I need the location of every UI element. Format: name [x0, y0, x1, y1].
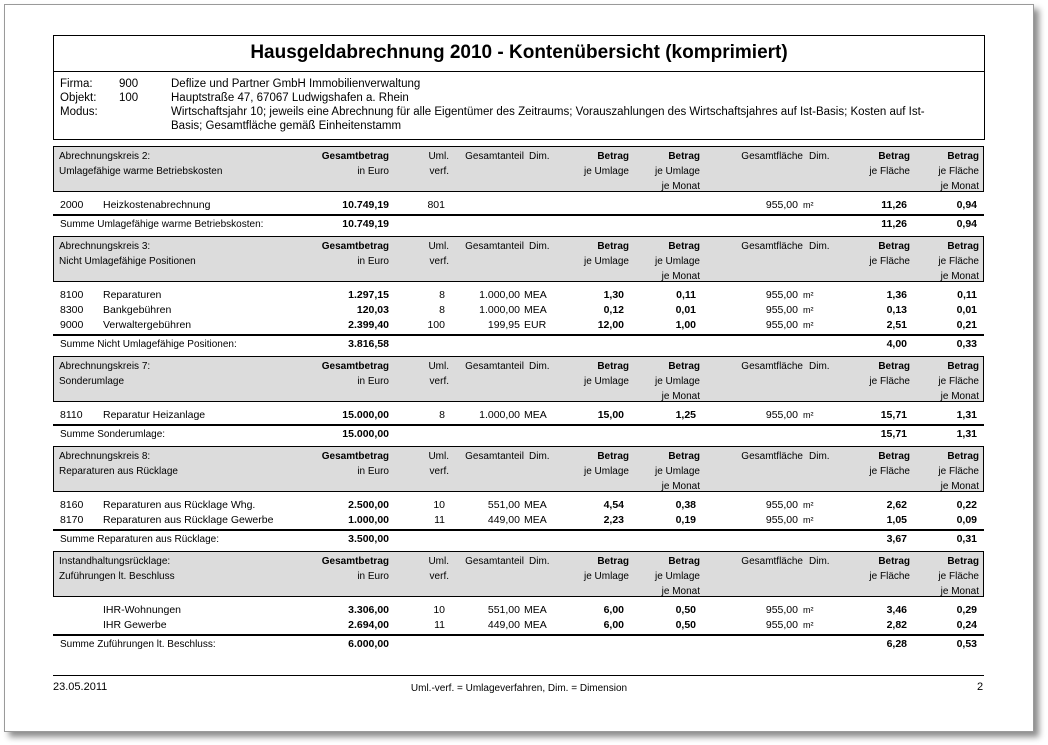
- col-gesamtbetrag: Gesamtbetrag: [321, 451, 389, 462]
- row-flaeche-dim: m²: [803, 320, 814, 330]
- footer-date: 23.05.2011: [53, 681, 108, 693]
- row-gesamtanteil: 1.000,00: [479, 304, 520, 316]
- col-betrag-umlage-monat: Betrag: [668, 151, 700, 162]
- col-gesamtanteil: Gesamtanteil: [465, 556, 524, 567]
- account-name: IHR Gewerbe: [103, 619, 167, 631]
- col-verf: verf.: [429, 256, 449, 267]
- col-flaeche-dim: Dim.: [809, 241, 830, 252]
- col-betrag-umlage: Betrag: [597, 361, 629, 372]
- col-flaeche-dim: Dim.: [809, 556, 830, 567]
- objekt-nr: 100: [119, 92, 139, 104]
- row-je-flaeche-monat: 0,29: [956, 604, 977, 616]
- row-je-umlage-monat: 0,01: [675, 304, 696, 316]
- col-gesamtanteil: Gesamtanteil: [465, 151, 524, 162]
- row-gesamtbetrag: 3.306,00: [348, 604, 389, 616]
- col-gesamtflaeche: Gesamtfläche: [741, 556, 803, 567]
- col-betrag-umlage: Betrag: [597, 556, 629, 567]
- row-je-flaeche: 0,13: [886, 304, 907, 316]
- row-uml-verf: 8: [439, 409, 445, 421]
- col-je-flaeche: je Fläche: [869, 466, 910, 477]
- col-verf: verf.: [429, 376, 449, 387]
- row-je-umlage-monat: 1,25: [675, 409, 696, 421]
- sum-je-flaeche-monat: 1,31: [956, 428, 977, 440]
- row-je-flaeche: 1,05: [886, 514, 907, 526]
- sum-label: Summe Nicht Umlagefähige Positionen:: [60, 339, 237, 350]
- row-flaeche-dim: m²: [803, 500, 814, 510]
- modus-label: Modus:: [60, 106, 98, 118]
- row-gesamtflaeche: 955,00: [765, 304, 798, 316]
- objekt-address: Hauptstraße 47, 67067 Ludwigshafen a. Rhein: [171, 92, 409, 104]
- col-je-flaeche-2: je Fläche: [938, 466, 979, 477]
- title-box: [53, 35, 985, 72]
- row-flaeche-dim: m²: [803, 620, 814, 630]
- account-name: Reparaturen: [103, 289, 162, 301]
- account-name: IHR-Wohnungen: [103, 604, 182, 616]
- col-je-flaeche: je Fläche: [869, 166, 910, 177]
- row-flaeche-dim: m²: [803, 410, 814, 420]
- col-betrag-umlage-monat: Betrag: [668, 361, 700, 372]
- account-number: 8300: [60, 304, 84, 316]
- col-uml: Uml.: [428, 451, 449, 462]
- sum-gesamtbetrag: 15.000,00: [342, 428, 389, 440]
- col-gesamtbetrag: Gesamtbetrag: [321, 556, 389, 567]
- col-je-umlage-2: je Umlage: [654, 376, 700, 387]
- objekt-label: Objekt:: [60, 92, 97, 104]
- row-je-umlage-monat: 1,00: [675, 319, 696, 331]
- row-je-flaeche: 2,62: [886, 499, 907, 511]
- row-je-umlage: 15,00: [597, 409, 624, 421]
- col-betrag-umlage-monat: Betrag: [668, 241, 700, 252]
- row-flaeche-dim: m²: [803, 605, 814, 615]
- col-je-monat-2: je Monat: [940, 181, 979, 192]
- row-dim: MEA: [524, 289, 547, 301]
- firma-name: Deflize und Partner GmbH Immobilienverwaltung: [171, 78, 421, 90]
- col-je-flaeche-2: je Fläche: [938, 256, 979, 267]
- row-je-flaeche-monat: 1,31: [956, 409, 977, 421]
- col-je-flaeche: je Fläche: [869, 256, 910, 267]
- row-gesamtbetrag: 10.749,19: [342, 199, 389, 211]
- row-gesamtflaeche: 955,00: [765, 619, 798, 631]
- col-verf: verf.: [429, 166, 449, 177]
- row-dim: MEA: [524, 604, 547, 616]
- section-title: Instandhaltungsrücklage:: [59, 556, 171, 567]
- row-je-umlage-monat: 0,19: [675, 514, 696, 526]
- col-in-euro: in Euro: [357, 466, 389, 477]
- col-betrag-flaeche-monat: Betrag: [947, 451, 979, 462]
- col-betrag-umlage-monat: Betrag: [668, 451, 700, 462]
- sum-gesamtbetrag: 6.000,00: [348, 638, 389, 650]
- row-je-umlage: 6,00: [603, 604, 624, 616]
- report-page: [4, 4, 1034, 732]
- col-betrag-flaeche-monat: Betrag: [947, 556, 979, 567]
- row-je-umlage: 0,12: [603, 304, 624, 316]
- row-gesamtflaeche: 955,00: [765, 199, 798, 211]
- col-je-flaeche-2: je Fläche: [938, 571, 979, 582]
- col-betrag-umlage: Betrag: [597, 151, 629, 162]
- section-title: Abrechnungskreis 2:: [59, 151, 151, 162]
- col-je-flaeche: je Fläche: [869, 376, 910, 387]
- row-je-flaeche: 15,71: [880, 409, 907, 421]
- col-je-monat-2: je Monat: [940, 586, 979, 597]
- sum-gesamtbetrag: 3.816,58: [348, 338, 389, 350]
- row-gesamtflaeche: 955,00: [765, 319, 798, 331]
- row-flaeche-dim: m²: [803, 305, 814, 315]
- col-je-monat: je Monat: [661, 391, 700, 402]
- col-gesamtbetrag: Gesamtbetrag: [321, 361, 389, 372]
- row-gesamtflaeche: 955,00: [765, 604, 798, 616]
- row-gesamtanteil: 449,00: [487, 619, 520, 631]
- row-je-umlage: 4,54: [603, 499, 624, 511]
- col-je-umlage: je Umlage: [583, 256, 629, 267]
- row-gesamtanteil: 1.000,00: [479, 289, 520, 301]
- account-name: Reparaturen aus Rücklage Whg.: [103, 499, 256, 511]
- col-flaeche-dim: Dim.: [809, 451, 830, 462]
- col-je-umlage: je Umlage: [583, 376, 629, 387]
- row-flaeche-dim: m²: [803, 200, 814, 210]
- section-header: [53, 551, 984, 597]
- col-je-monat: je Monat: [661, 481, 700, 492]
- row-je-flaeche: 1,36: [886, 289, 907, 301]
- firma-label: Firma:: [60, 78, 93, 90]
- col-betrag-flaeche: Betrag: [878, 451, 910, 462]
- col-je-monat: je Monat: [661, 181, 700, 192]
- col-uml: Uml.: [428, 361, 449, 372]
- col-je-flaeche-2: je Fläche: [938, 376, 979, 387]
- section-header: [53, 446, 984, 492]
- section-header: [53, 146, 984, 192]
- account-name: Bankgebühren: [103, 304, 172, 316]
- col-je-flaeche: je Fläche: [869, 571, 910, 582]
- col-betrag-umlage-monat: Betrag: [668, 556, 700, 567]
- sum-je-flaeche-monat: 0,33: [956, 338, 977, 350]
- col-je-monat: je Monat: [661, 586, 700, 597]
- col-je-monat-2: je Monat: [940, 481, 979, 492]
- section-title: Abrechnungskreis 8:: [59, 451, 151, 462]
- row-dim: MEA: [524, 619, 547, 631]
- col-gesamtflaeche: Gesamtfläche: [741, 361, 803, 372]
- section-subtitle: Zuführungen lt. Beschluss: [59, 571, 175, 582]
- sum-je-flaeche: 4,00: [886, 338, 907, 350]
- row-gesamtanteil: 199,95: [487, 319, 520, 331]
- section-subtitle: Umlagefähige warme Betriebskosten: [59, 166, 223, 177]
- account-name: Reparaturen aus Rücklage Gewerbe: [103, 514, 274, 526]
- row-je-flaeche-monat: 0,24: [956, 619, 977, 631]
- col-je-monat-2: je Monat: [940, 391, 979, 402]
- account-number: 9000: [60, 319, 84, 331]
- col-in-euro: in Euro: [357, 376, 389, 387]
- section-rule: [53, 334, 984, 336]
- section-rule: [53, 529, 984, 531]
- row-je-umlage: 12,00: [597, 319, 624, 331]
- col-verf: verf.: [429, 571, 449, 582]
- section-subtitle: Reparaturen aus Rücklage: [59, 466, 178, 477]
- section-rule: [53, 424, 984, 426]
- footer-rule: [53, 675, 984, 676]
- col-in-euro: in Euro: [357, 256, 389, 267]
- row-gesamtanteil: 449,00: [487, 514, 520, 526]
- col-je-monat: je Monat: [661, 271, 700, 282]
- col-gesamtflaeche: Gesamtfläche: [741, 451, 803, 462]
- row-je-flaeche-monat: 0,01: [956, 304, 977, 316]
- info-box: [53, 71, 985, 140]
- col-flaeche-dim: Dim.: [809, 151, 830, 162]
- account-number: 8100: [60, 289, 84, 301]
- row-gesamtanteil: 1.000,00: [479, 409, 520, 421]
- col-je-monat-2: je Monat: [940, 271, 979, 282]
- row-gesamtbetrag: 15.000,00: [342, 409, 389, 421]
- col-gesamtflaeche: Gesamtfläche: [741, 241, 803, 252]
- col-uml: Uml.: [428, 556, 449, 567]
- col-je-umlage: je Umlage: [583, 466, 629, 477]
- col-gesamtbetrag: Gesamtbetrag: [321, 241, 389, 252]
- col-je-flaeche-2: je Fläche: [938, 166, 979, 177]
- row-je-umlage: 6,00: [603, 619, 624, 631]
- row-uml-verf: 11: [434, 514, 445, 526]
- row-gesamtflaeche: 955,00: [765, 409, 798, 421]
- col-je-umlage: je Umlage: [583, 166, 629, 177]
- row-je-umlage-monat: 0,38: [675, 499, 696, 511]
- row-gesamtbetrag: 120,03: [356, 304, 389, 316]
- col-betrag-flaeche-monat: Betrag: [947, 151, 979, 162]
- col-je-umlage-2: je Umlage: [654, 166, 700, 177]
- account-name: Verwaltergebühren: [103, 319, 192, 331]
- row-dim: MEA: [524, 499, 547, 511]
- col-betrag-flaeche: Betrag: [878, 241, 910, 252]
- row-je-umlage-monat: 0,11: [676, 289, 696, 301]
- col-gesamtanteil: Gesamtanteil: [465, 451, 524, 462]
- row-flaeche-dim: m²: [803, 515, 814, 525]
- row-je-flaeche-monat: 0,94: [956, 199, 977, 211]
- col-betrag-flaeche: Betrag: [878, 361, 910, 372]
- row-uml-verf: 801: [427, 199, 445, 211]
- col-dim: Dim.: [529, 361, 550, 372]
- account-number: 8110: [60, 409, 83, 421]
- row-je-flaeche: 2,82: [886, 619, 907, 631]
- col-dim: Dim.: [529, 556, 550, 567]
- row-gesamtbetrag: 1.000,00: [348, 514, 389, 526]
- sum-je-flaeche-monat: 0,53: [956, 638, 977, 650]
- row-gesamtbetrag: 2.399,40: [348, 319, 389, 331]
- row-gesamtbetrag: 1.297,15: [348, 289, 389, 301]
- modus-line-2: Basis; Gesamtfläche gemäß Einheitenstamm: [171, 120, 402, 132]
- col-gesamtanteil: Gesamtanteil: [465, 241, 524, 252]
- sum-label: Summe Umlagefähige warme Betriebskosten:: [60, 219, 264, 230]
- account-number: 8160: [60, 499, 84, 511]
- row-je-umlage-monat: 0,50: [675, 619, 696, 631]
- section-subtitle: Nicht Umlagefähige Positionen: [59, 256, 196, 267]
- row-gesamtanteil: 551,00: [487, 604, 520, 616]
- col-betrag-flaeche: Betrag: [878, 151, 910, 162]
- col-verf: verf.: [429, 466, 449, 477]
- sum-gesamtbetrag: 3.500,00: [348, 533, 389, 545]
- row-je-umlage: 1,30: [603, 289, 624, 301]
- row-uml-verf: 10: [433, 604, 445, 616]
- col-gesamtanteil: Gesamtanteil: [465, 361, 524, 372]
- account-name: Reparatur Heizanlage: [103, 409, 206, 421]
- row-je-flaeche: 11,26: [881, 199, 907, 211]
- row-je-flaeche-monat: 0,11: [957, 289, 977, 301]
- col-flaeche-dim: Dim.: [809, 361, 830, 372]
- row-uml-verf: 8: [439, 289, 445, 301]
- row-je-flaeche-monat: 0,09: [956, 514, 977, 526]
- sum-je-flaeche: 15,71: [880, 428, 907, 440]
- col-betrag-flaeche-monat: Betrag: [947, 241, 979, 252]
- row-dim: EUR: [524, 319, 547, 331]
- col-gesamtflaeche: Gesamtfläche: [741, 151, 803, 162]
- section-header: [53, 356, 984, 402]
- row-gesamtflaeche: 955,00: [765, 514, 798, 526]
- sum-je-flaeche-monat: 0,94: [956, 218, 977, 230]
- row-flaeche-dim: m²: [803, 290, 814, 300]
- account-number: 2000: [60, 199, 84, 211]
- sum-je-flaeche: 6,28: [886, 638, 907, 650]
- row-je-umlage-monat: 0,50: [675, 604, 696, 616]
- section-title: Abrechnungskreis 7:: [59, 361, 151, 372]
- modus-line-1: Wirtschaftsjahr 10; jeweils eine Abrechnung für alle Eigentümer des Zeitraums; Vorauszahlungen des Wirtschaftsjahres auf Ist-Basis; Kosten auf Ist-: [171, 106, 925, 118]
- row-gesamtbetrag: 2.500,00: [348, 499, 389, 511]
- col-in-euro: in Euro: [357, 571, 389, 582]
- col-uml: Uml.: [428, 241, 449, 252]
- section-title: Abrechnungskreis 3:: [59, 241, 151, 252]
- col-betrag-flaeche-monat: Betrag: [947, 361, 979, 372]
- row-gesamtflaeche: 955,00: [765, 289, 798, 301]
- sum-label: Summe Sonderumlage:: [60, 429, 166, 440]
- col-dim: Dim.: [529, 151, 550, 162]
- footer-legend: Uml.-verf. = Umlageverfahren, Dim. = Dimension: [410, 683, 628, 694]
- row-je-umlage: 2,23: [603, 514, 624, 526]
- col-betrag-flaeche: Betrag: [878, 556, 910, 567]
- col-je-umlage: je Umlage: [583, 571, 629, 582]
- row-je-flaeche: 3,46: [886, 604, 907, 616]
- row-gesamtbetrag: 2.694,00: [348, 619, 389, 631]
- col-in-euro: in Euro: [357, 166, 389, 177]
- sum-gesamtbetrag: 10.749,19: [342, 218, 389, 230]
- row-uml-verf: 8: [439, 304, 445, 316]
- row-uml-verf: 100: [427, 319, 445, 331]
- section-subtitle: Sonderumlage: [59, 376, 125, 387]
- footer-page-number: 2: [977, 681, 984, 693]
- col-uml: Uml.: [428, 151, 449, 162]
- sum-label: Summe Reparaturen aus Rücklage:: [60, 534, 219, 545]
- account-name: Heizkostenabrechnung: [103, 199, 211, 211]
- page-title: Hausgeldabrechnung 2010 - Kontenübersicht (komprimiert): [250, 42, 788, 63]
- row-dim: MEA: [524, 304, 547, 316]
- row-uml-verf: 11: [434, 619, 445, 631]
- sum-label: Summe Zuführungen lt. Beschluss:: [60, 639, 216, 650]
- col-je-umlage-2: je Umlage: [654, 571, 700, 582]
- section-header: [53, 236, 984, 282]
- row-dim: MEA: [524, 514, 547, 526]
- col-gesamtbetrag: Gesamtbetrag: [321, 151, 389, 162]
- col-dim: Dim.: [529, 241, 550, 252]
- firma-nr: 900: [119, 78, 139, 90]
- section-rule: [53, 634, 984, 636]
- row-je-flaeche-monat: 0,21: [956, 319, 977, 331]
- row-je-flaeche: 2,51: [886, 319, 907, 331]
- col-betrag-umlage: Betrag: [597, 451, 629, 462]
- col-betrag-umlage: Betrag: [597, 241, 629, 252]
- sum-je-flaeche: 11,26: [881, 218, 907, 230]
- col-je-umlage-2: je Umlage: [654, 466, 700, 477]
- row-dim: MEA: [524, 409, 547, 421]
- row-je-flaeche-monat: 0,22: [956, 499, 977, 511]
- col-dim: Dim.: [529, 451, 550, 462]
- col-je-umlage-2: je Umlage: [654, 256, 700, 267]
- account-number: 8170: [60, 514, 84, 526]
- row-gesamtanteil: 551,00: [487, 499, 520, 511]
- row-uml-verf: 10: [433, 499, 445, 511]
- row-gesamtflaeche: 955,00: [765, 499, 798, 511]
- section-rule: [53, 214, 984, 216]
- sum-je-flaeche-monat: 0,31: [956, 533, 977, 545]
- sum-je-flaeche: 3,67: [886, 533, 907, 545]
